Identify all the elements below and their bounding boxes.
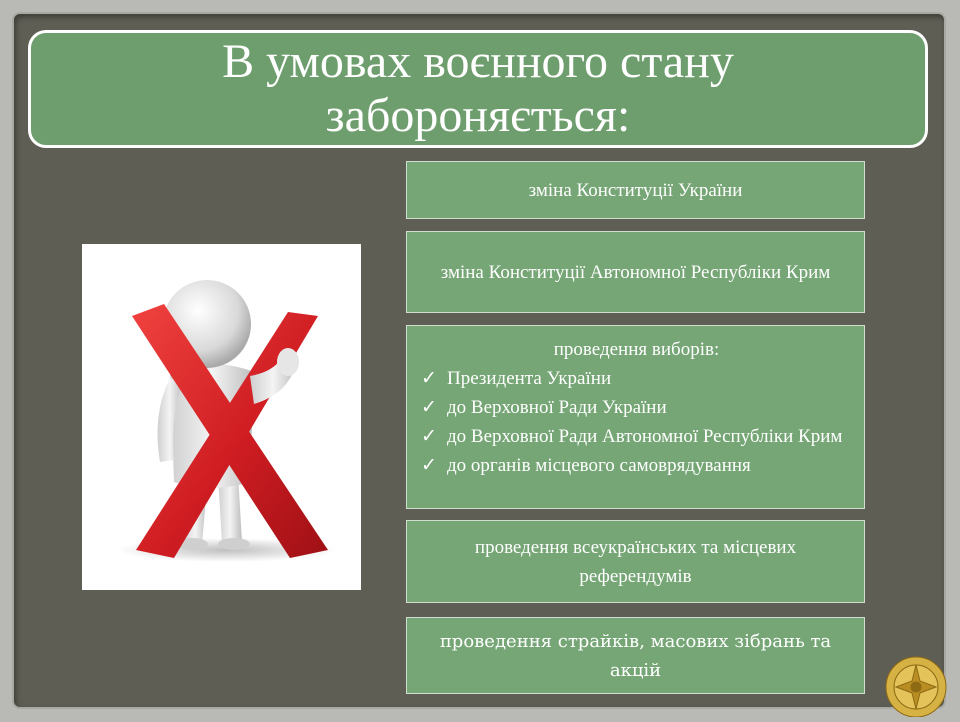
figure-hand-right bbox=[277, 348, 299, 376]
item-strikes-text: проведення страйків, масових зібрань та акцій bbox=[439, 630, 832, 681]
item-referendums bbox=[406, 520, 865, 603]
item-crimea-constitution-text: зміна Конституції Автономної Республіки Крим bbox=[440, 261, 831, 283]
list-item: ✓ до Верховної Ради Автономної Республіки Крим bbox=[417, 422, 856, 451]
item-constitution bbox=[406, 161, 865, 219]
item-elections bbox=[406, 325, 865, 509]
gold-emblem-icon bbox=[874, 645, 952, 717]
slide-title: В умовах воєнного стану забороняється: bbox=[222, 35, 734, 142]
illustration-card bbox=[82, 244, 361, 590]
checkmark-icon: ✓ bbox=[421, 455, 437, 476]
item-strikes bbox=[406, 617, 865, 694]
item-constitution-text: зміна Конституції України bbox=[528, 179, 743, 201]
checkmark-icon: ✓ bbox=[421, 368, 437, 389]
title-box bbox=[28, 30, 928, 148]
list-item: ✓ до Верховної Ради України bbox=[417, 393, 856, 422]
elections-list bbox=[417, 364, 856, 480]
item-crimea-constitution bbox=[406, 231, 865, 313]
list-item: ✓ до органів місцевого самоврядування bbox=[417, 451, 856, 480]
elections-heading: проведення виборів: bbox=[553, 339, 720, 360]
checkmark-icon: ✓ bbox=[421, 397, 437, 418]
checkmark-icon: ✓ bbox=[421, 426, 437, 447]
item-referendums-text: проведення всеукраїнських та місцевих референдумів bbox=[474, 536, 797, 587]
figure-with-red-x-icon bbox=[82, 244, 361, 590]
list-item: ✓ Президента України bbox=[417, 364, 856, 393]
figure-foot-right bbox=[218, 538, 250, 550]
